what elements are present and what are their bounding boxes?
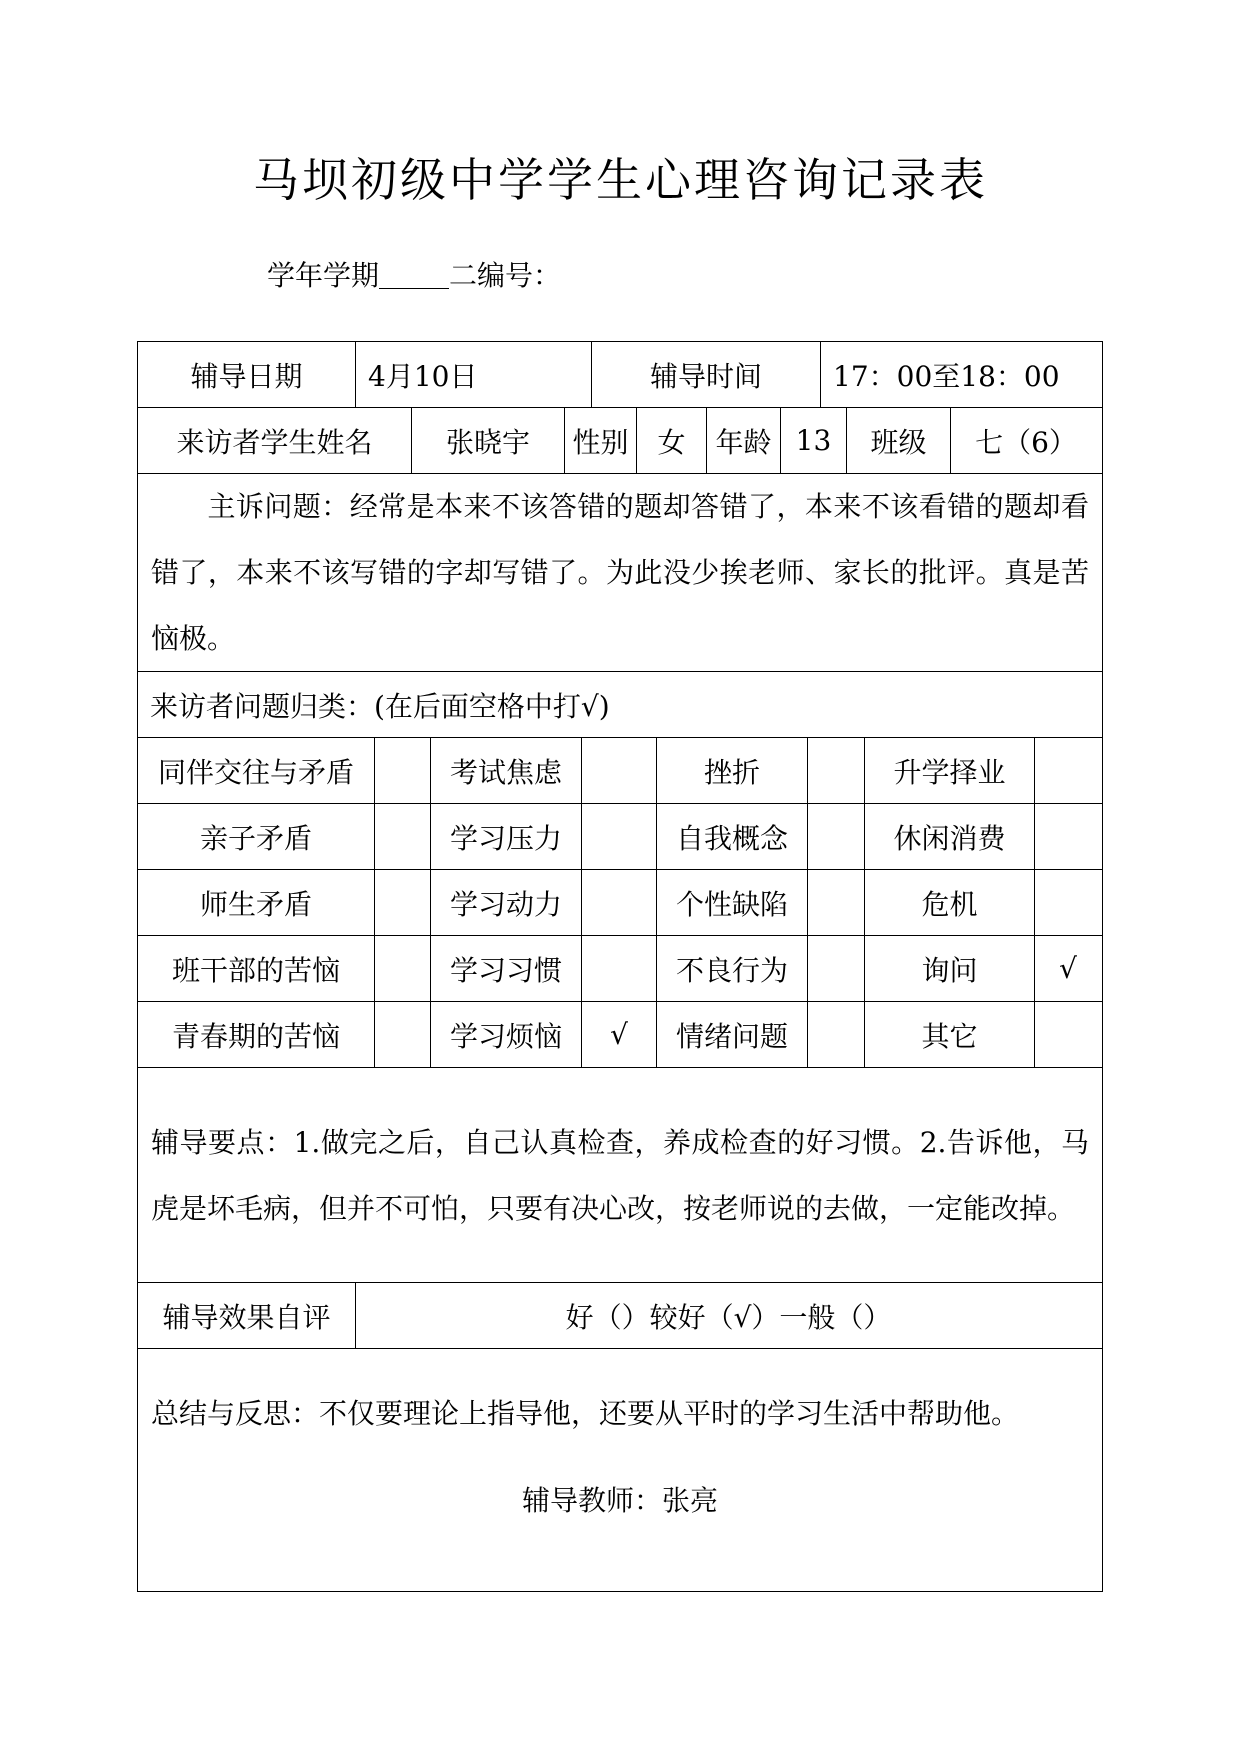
guidance-row — [138, 1068, 1102, 1283]
category-check-cell — [582, 804, 657, 869]
term-blank-line — [379, 258, 449, 289]
category-check-cell — [1035, 804, 1101, 869]
page-title: 马坝初级中学学生心理咨询记录表 — [253, 153, 988, 207]
category-check-cell: √ — [1059, 952, 1077, 985]
complaint-row — [138, 474, 1102, 672]
category-check-cell — [375, 1002, 431, 1067]
category-label: 升学择业 — [865, 738, 1035, 803]
category-label: 师生矛盾 — [138, 870, 375, 935]
category-check-cell — [808, 936, 865, 1001]
teacher-signature-line: 辅导教师：张亮 — [521, 1484, 718, 1517]
gender-value: 女 — [637, 408, 707, 473]
category-header-row — [138, 672, 1102, 738]
student-name-value: 张晓宇 — [412, 408, 565, 473]
category-row-5 — [138, 1002, 1102, 1068]
category-check-cell — [808, 738, 865, 803]
guidance-text: 辅导要点：1.做完之后，自己认真检查，养成检查的好习惯。2.告诉他，马虎是坏毛病，但并不可怕，只要有决心改，按老师说的去做，一定能改掉。 — [151, 1126, 1089, 1225]
category-label: 危机 — [865, 870, 1035, 935]
category-row-1 — [138, 738, 1102, 804]
category-check-cell — [1035, 738, 1101, 803]
category-label: 青春期的苦恼 — [138, 1002, 375, 1067]
age-label: 年龄 — [707, 408, 781, 473]
summary-text: 总结与反思：不仅要理论上指导他，还要从平时的学习生活中帮助他。 — [151, 1397, 1020, 1430]
category-check-cell — [582, 870, 657, 935]
evaluation-row — [138, 1283, 1102, 1349]
category-row-3 — [138, 870, 1102, 936]
class-label: 班级 — [847, 408, 951, 473]
student-info-row — [138, 408, 1102, 474]
date-label: 辅导日期 — [138, 342, 356, 407]
category-check-cell — [808, 1002, 865, 1067]
category-label: 询问 — [865, 936, 1035, 1001]
time-label: 辅导时间 — [592, 342, 821, 407]
term-value: 二 — [449, 259, 478, 292]
category-label: 自我概念 — [657, 804, 808, 869]
category-label: 学习烦恼 — [431, 1002, 582, 1067]
student-name-label: 来访者学生姓名 — [138, 408, 412, 473]
category-label: 个性缺陷 — [657, 870, 808, 935]
category-label: 班干部的苦恼 — [138, 936, 375, 1001]
class-value: 七（6） — [975, 425, 1077, 459]
category-label: 同伴交往与矛盾 — [138, 738, 375, 803]
category-check-cell — [808, 804, 865, 869]
category-label: 学习动力 — [431, 870, 582, 935]
category-label: 学习习惯 — [431, 936, 582, 1001]
category-check-cell — [1035, 1002, 1101, 1067]
term-number-line — [267, 256, 561, 296]
age-value: 13 — [781, 408, 847, 473]
category-label: 挫折 — [657, 738, 808, 803]
number-label: 编号： — [477, 259, 562, 292]
category-label: 其它 — [865, 1002, 1035, 1067]
category-check-cell — [375, 738, 431, 803]
category-label: 亲子矛盾 — [138, 804, 375, 869]
gender-label: 性别 — [565, 408, 637, 473]
date-value: 4月10日 — [356, 342, 592, 407]
date-time-row — [138, 342, 1102, 408]
category-row-4 — [138, 936, 1102, 1002]
evaluation-label: 辅导效果自评 — [138, 1283, 356, 1348]
complaint-text: 主诉问题：经常是本来不该答错的题却答错了，本来不该看错的题却看错了，本来不该写错的字却写错了。为此没少挨老师、家长的批评。真是苦恼极。 — [151, 490, 1089, 655]
category-header: 来访者问题归类：(在后面空格中打√) — [150, 689, 610, 723]
category-label: 考试焦虑 — [431, 738, 582, 803]
category-check-cell — [808, 870, 865, 935]
consultation-form — [137, 341, 1103, 1592]
evaluation-value: 好（）较好（√）一般（） — [565, 1300, 892, 1334]
category-check-cell — [375, 804, 431, 869]
category-label: 休闲消费 — [865, 804, 1035, 869]
category-check-cell — [375, 870, 431, 935]
category-check-cell — [582, 936, 657, 1001]
category-label: 情绪问题 — [657, 1002, 808, 1067]
category-check-cell: √ — [582, 1002, 657, 1067]
category-check-cell — [582, 738, 657, 803]
category-label: 学习压力 — [431, 804, 582, 869]
category-check-cell — [375, 936, 431, 1001]
time-value: 17：00至18：00 — [833, 359, 1060, 393]
category-label: 不良行为 — [657, 936, 808, 1001]
category-check-cell — [1035, 870, 1101, 935]
term-label: 学年学期 — [267, 259, 380, 292]
summary-row — [138, 1349, 1102, 1590]
category-row-2 — [138, 804, 1102, 870]
